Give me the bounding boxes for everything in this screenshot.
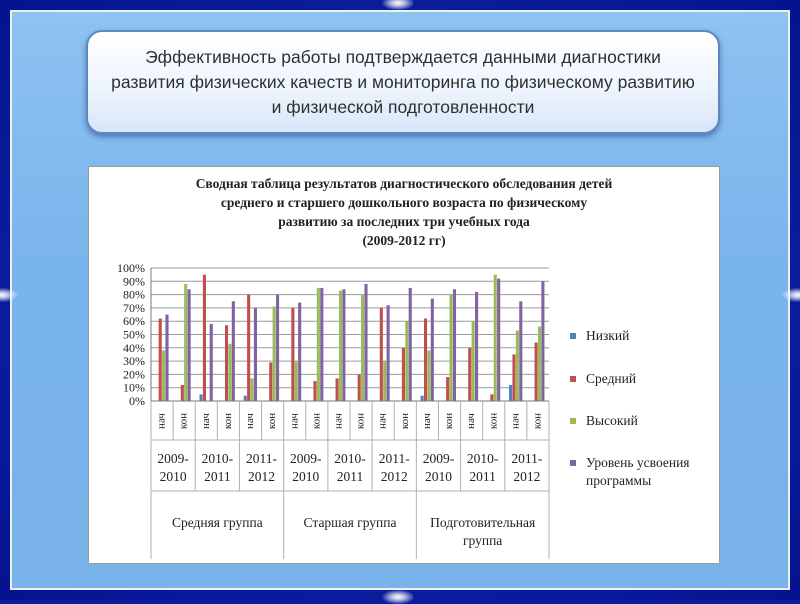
bar-2-15: [494, 275, 497, 401]
year-label: 2011-: [378, 451, 410, 466]
bar-2-7: [317, 288, 320, 401]
bar-1-10: [380, 308, 383, 401]
bar-1-9: [358, 374, 361, 401]
bar-0-16: [509, 385, 512, 401]
year-label: 2012: [248, 469, 276, 484]
chart-title-line: развитию за последних три учебных года: [278, 214, 530, 229]
category-label: кон: [354, 412, 367, 430]
group-label: Подготовительная: [430, 515, 536, 530]
bar-2-17: [538, 327, 541, 401]
y-tick-label: 40%: [123, 340, 145, 355]
bar-2-13: [450, 295, 453, 401]
bar-1-11: [402, 348, 405, 401]
legend-swatch: [570, 460, 576, 466]
sparkle-bottom: [382, 590, 414, 604]
bar-3-6: [298, 303, 301, 401]
bar-0-2: [199, 394, 202, 401]
y-tick-label: 10%: [123, 380, 145, 395]
bar-1-3: [225, 325, 228, 401]
category-label: кон: [310, 412, 323, 430]
bar-2-4: [251, 378, 254, 401]
category-label: кон: [221, 412, 234, 430]
bar-1-14: [468, 348, 471, 401]
chart-title-line: среднего и старшего дошкольного возраста по физическому: [220, 195, 588, 210]
bar-2-5: [273, 307, 276, 401]
bar-3-16: [519, 301, 522, 401]
bar-1-7: [313, 381, 316, 401]
y-tick-label: 50%: [123, 327, 145, 342]
group-label: Средняя группа: [171, 515, 263, 530]
bar-1-5: [269, 362, 272, 401]
bar-3-10: [387, 305, 390, 401]
chart-title-line: Сводная таблица результатов диагностического обследования детей: [195, 176, 613, 191]
bar-2-16: [516, 331, 519, 401]
legend-label: программы: [586, 473, 652, 488]
legend-swatch: [570, 333, 576, 339]
y-tick-label: 0%: [129, 394, 145, 408]
bar-1-6: [291, 308, 294, 401]
year-label: 2012: [380, 469, 408, 484]
year-label: 2010: [292, 469, 320, 484]
bar-3-14: [475, 292, 478, 401]
year-label: 2011: [469, 469, 496, 484]
bar-3-9: [364, 284, 367, 401]
bar-1-15: [490, 394, 493, 401]
bar-2-6: [295, 361, 298, 401]
category-label: кон: [398, 412, 411, 430]
bar-1-4: [247, 295, 250, 401]
category-label: нач: [509, 413, 522, 429]
year-label: 2011-: [511, 451, 543, 466]
y-tick-label: 30%: [123, 354, 145, 369]
category-label: нач: [199, 413, 212, 429]
category-label: кон: [487, 412, 500, 430]
category-label: нач: [288, 413, 301, 429]
bar-2-1: [184, 284, 187, 401]
bar-2-0: [162, 350, 165, 401]
bar-1-0: [159, 319, 162, 401]
group-label: группа: [463, 533, 503, 548]
bar-3-3: [232, 301, 235, 401]
legend-label: Средний: [586, 371, 637, 386]
bar-2-10: [383, 361, 386, 401]
y-tick-label: 20%: [123, 367, 145, 382]
year-label: 2012: [513, 469, 541, 484]
y-tick-label: 90%: [123, 274, 145, 289]
year-label: 2011: [204, 469, 231, 484]
y-tick-label: 80%: [123, 287, 145, 302]
chart-card: [88, 166, 720, 564]
bar-3-17: [541, 281, 544, 401]
legend-label: Уровень усвоения: [586, 455, 690, 470]
legend-swatch: [570, 376, 576, 382]
category-label: нач: [420, 413, 433, 429]
bar-2-11: [405, 321, 408, 401]
bar-3-5: [276, 295, 279, 401]
bar-2-9: [361, 295, 364, 401]
bar-1-2: [203, 275, 206, 401]
bar-0-4: [244, 396, 247, 401]
category-label: кон: [266, 412, 279, 430]
year-label: 2011-: [246, 451, 278, 466]
year-label: 2010-: [334, 451, 366, 466]
legend-swatch: [570, 418, 576, 424]
bar-3-1: [188, 289, 191, 401]
category-label: нач: [155, 413, 168, 429]
y-tick-label: 70%: [123, 300, 145, 315]
year-label: 2011: [336, 469, 364, 484]
year-label: 2010-: [201, 451, 234, 466]
bar-3-4: [254, 308, 257, 401]
year-label: 2010: [424, 469, 452, 484]
bar-3-2: [210, 324, 213, 401]
bar-1-13: [446, 377, 449, 401]
year-label: 2009-: [422, 451, 455, 466]
y-tick-label: 100%: [117, 261, 145, 275]
year-label: 2009-: [157, 451, 189, 466]
bar-1-12: [424, 319, 427, 401]
category-label: нач: [465, 413, 478, 429]
category-label: нач: [376, 413, 389, 429]
category-label: нач: [244, 413, 257, 429]
bar-3-7: [320, 288, 323, 401]
bar-chart: [89, 167, 719, 563]
bar-2-3: [228, 344, 231, 401]
bar-3-0: [165, 315, 168, 401]
category-label: кон: [177, 412, 190, 430]
bar-1-17: [535, 342, 538, 401]
legend-label: Низкий: [586, 328, 630, 343]
year-label: 2010-: [466, 451, 499, 466]
year-label: 2009-: [290, 451, 322, 466]
bar-3-12: [431, 299, 434, 401]
category-label: кон: [531, 412, 544, 430]
bar-2-8: [339, 291, 342, 401]
year-label: 2010: [159, 469, 187, 484]
slide-heading: Эффективность работы подтверждается данными диагностики развития физических качеств и мониторинга по физическому развитию и физической подготовленности: [111, 46, 695, 117]
bar-3-8: [342, 289, 345, 401]
heading-box: [86, 30, 720, 134]
chart-title-line: (2009-2012 гг): [362, 233, 446, 248]
bar-3-11: [409, 288, 412, 401]
bar-3-15: [497, 279, 500, 401]
category-label: нач: [332, 413, 345, 429]
bar-2-14: [472, 321, 475, 401]
bar-1-8: [336, 378, 339, 401]
group-label: Старшая группа: [303, 515, 397, 530]
bar-1-1: [181, 385, 184, 401]
bar-2-12: [427, 350, 430, 401]
bar-0-12: [421, 396, 424, 401]
y-tick-label: 60%: [123, 314, 145, 329]
category-label: кон: [443, 412, 456, 430]
bar-1-16: [512, 354, 515, 401]
bar-3-13: [453, 289, 456, 401]
legend-label: Высокий: [586, 413, 638, 428]
